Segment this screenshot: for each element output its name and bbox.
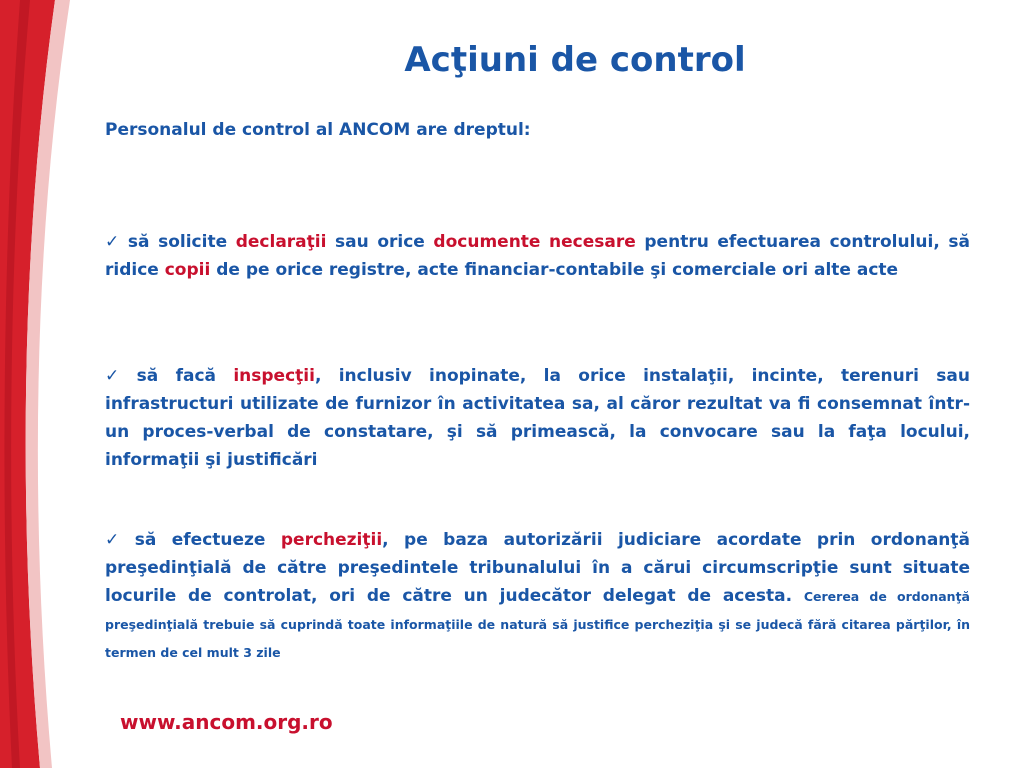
bullet-text: de pe orice registre, acte financiar-contabile şi comerciale ori alte acte: [210, 260, 899, 280]
bullet-item-searches: [105, 526, 970, 666]
bullet-text: pentru efectuarea controlului, să ridice: [105, 232, 970, 280]
footnote-text: Cererea de ordonanţă preşedinţială trebuie să cuprindă toate informaţiile de natură să justifice percheziţia şi se judecă fără citarea părţilor, în termen de cel mult 3 zile: [105, 589, 970, 660]
decorative-side-swoosh: [0, 0, 90, 768]
slide-subtitle: Personalul de control al ANCOM are dreptul:: [105, 120, 531, 140]
bullet-text: , pe baza autorizării judiciare acordate prin ordonanţă preşedinţială de către preşedintele tribunalului în a cărui circumscripţie sunt situate locurile de controlat, ori de către un judecător delegat de acesta.: [105, 530, 970, 606]
bullet-text: sau orice: [326, 232, 434, 252]
checkmark-icon: ✓: [105, 366, 131, 386]
bullet-text: să facă: [136, 366, 234, 386]
bullet-item-inspections: [105, 362, 970, 474]
highlight-text: declaraţii: [235, 232, 327, 252]
bullet-text: , inclusiv inopinate, la orice instalaţii, incinte, terenuri sau infrastructuri utilizate de furnizor în activitatea sa, al căror rezultat va fi consemnat într-un proces-verbal de constatare, şi să primească, la convocare sau la faţa locului, informaţii şi justificări: [105, 366, 970, 470]
highlight-text: inspecţii: [233, 366, 315, 386]
checkmark-icon: ✓: [105, 530, 129, 550]
highlight-text: documente necesare: [433, 232, 636, 252]
bullet-text: să solicite: [127, 232, 236, 252]
bullet-text: să efectueze: [134, 530, 281, 550]
slide-title: Acţiuni de control: [404, 40, 746, 80]
highlight-text: percheziţii: [280, 530, 383, 550]
bullet-item-declarations: [105, 228, 970, 284]
footer-website-link[interactable]: www.ancom.org.ro: [120, 710, 333, 734]
highlight-text: copii: [164, 260, 211, 280]
checkmark-icon: ✓: [105, 232, 122, 252]
